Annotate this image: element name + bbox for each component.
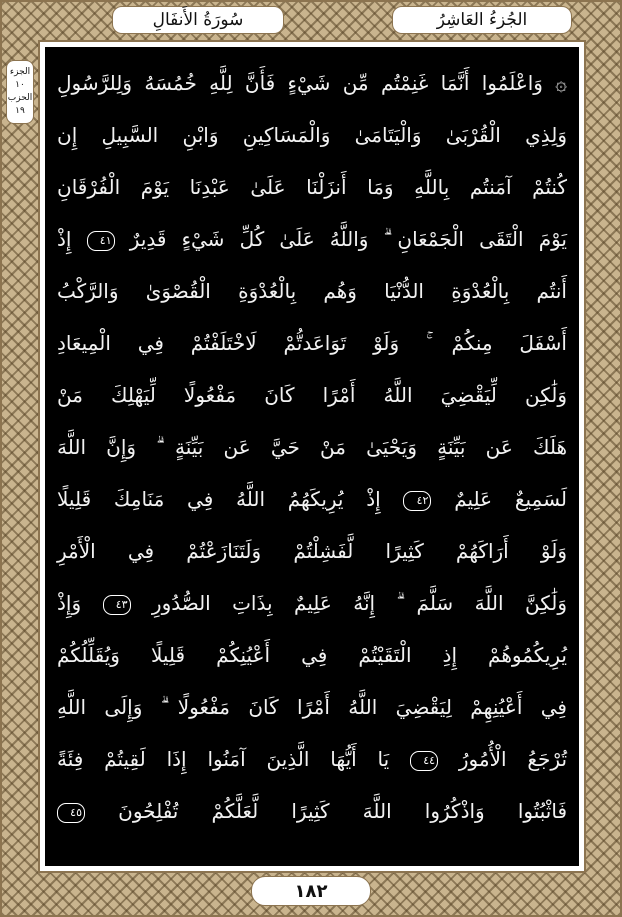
juz-name-header [392, 6, 572, 34]
line-text: هَلَكَ عَن بَيِّنَةٍ وَيَحْيَىٰ مَنْ حَيَّ عَن بَيِّنَةٍ ۗ وَإِنَّ اللَّهَ [57, 435, 567, 459]
line-text: يَوْمَ الْتَقَى الْجَمْعَانِ ۗ وَاللَّهُ عَلَىٰ كُلِّ شَيْءٍ قَدِيرٌ [129, 227, 567, 251]
juz-label: الجزء ١٠ [9, 67, 31, 90]
text-line-3 [45, 161, 579, 213]
line-text: إِذْ يُرِيكَهُمُ اللَّهُ فِي مَنَامِكَ قَلِيلًا [57, 487, 381, 511]
juz-name: الجُزءُ العَاشِرُ [436, 10, 528, 30]
line-text: فِي أَعْيُنِهِمْ لِيَقْضِيَ اللَّهُ أَمْرًا كَانَ مَفْعُولًا ۗ وَإِلَى اللَّهِ [57, 695, 567, 719]
surah-name-header [112, 6, 284, 34]
text-line-11 [45, 577, 579, 629]
text-line-14 [45, 733, 579, 785]
line-text: أَنتُم بِالْعُدْوَةِ الدُّنْيَا وَهُم بِالْعُدْوَةِ الْقُصْوَىٰ وَالرَّكْبُ [57, 279, 567, 303]
line-text: يُرِيكُمُوهُمْ إِذِ الْتَقَيْتُمْ فِي أَعْيُنِكُمْ قَلِيلًا وَيُقَلِّلُكُمْ [57, 643, 567, 667]
line-text: تُرْجَعُ الْأُمُورُ [458, 747, 568, 771]
line-text: كُنتُمْ آمَنتُم بِاللَّهِ وَمَا أَنزَلْنَا عَلَىٰ عَبْدِنَا يَوْمَ الْفُرْقَانِ [57, 175, 567, 199]
text-line-6 [45, 317, 579, 369]
line-text: إِذْ [57, 227, 72, 251]
line-text: وَلَٰكِنَّ اللَّهَ سَلَّمَ ۗ إِنَّهُ عَلِيمٌ بِذَاتِ الصُّدُورِ [151, 591, 567, 615]
line-text: يَا أَيُّهَا الَّذِينَ آمَنُوا إِذَا لَقِيتُمْ فِئَةً [57, 747, 390, 771]
text-line-5 [45, 265, 579, 317]
ayah-number-marker: ٤٢ [403, 491, 431, 511]
text-line-2 [45, 109, 579, 161]
line-text: ۞ وَاعْلَمُوا أَنَّمَا غَنِمْتُم مِّن شَيْءٍ فَأَنَّ لِلَّهِ خُمُسَهُ وَلِلرَّسُولِ [57, 71, 567, 95]
verse-lines [45, 57, 579, 837]
line-text: فَاثْبُتُوا وَاذْكُرُوا اللَّهَ كَثِيرًا لَّعَلَّكُمْ تُفْلِحُونَ [118, 799, 567, 823]
line-text: وَلَوْ أَرَاكَهُمْ كَثِيرًا لَّفَشِلْتُمْ وَلَتَنَازَعْتُمْ فِي الْأَمْرِ [57, 539, 567, 563]
ayah-number-marker: ٤٤ [410, 751, 438, 771]
text-line-7 [45, 369, 579, 421]
text-line-12 [45, 629, 579, 681]
line-text: وَلَٰكِن لِّيَقْضِيَ اللَّهُ أَمْرًا كَانَ مَفْعُولًا لِّيَهْلِكَ مَنْ [57, 383, 567, 407]
line-text: لَسَمِيعٌ عَلِيمٌ [454, 487, 568, 511]
line-text: وَلِذِي الْقُرْبَىٰ وَالْيَتَامَىٰ وَالْمَسَاكِينِ وَابْنِ السَّبِيلِ إِن [57, 123, 567, 147]
page-number [251, 876, 371, 906]
hizb-label: الحزب ١٩ [7, 93, 33, 116]
juz-hizb-marker [6, 60, 34, 124]
text-line-13 [45, 681, 579, 733]
ayah-number-marker: ٤٣ [103, 595, 131, 615]
text-line-9 [45, 473, 579, 525]
ayah-number-marker: ٤١ [87, 231, 115, 251]
text-line-4 [45, 213, 579, 265]
text-line-15 [45, 785, 579, 837]
quran-text-panel [45, 47, 579, 866]
ayah-number-marker: ٤٥ [57, 803, 85, 823]
text-line-8 [45, 421, 579, 473]
line-text: وَإِذْ [57, 591, 82, 615]
line-text: أَسْفَلَ مِنكُمْ ۚ وَلَوْ تَوَاعَدتُّمْ لَاخْتَلَفْتُمْ فِي الْمِيعَادِ [57, 331, 567, 355]
surah-name: سُورَةُ الأَنفَالِ [152, 10, 244, 30]
page-number-text: ١٨٢ [294, 880, 328, 902]
text-line-1 [45, 57, 579, 109]
text-line-10 [45, 525, 579, 577]
